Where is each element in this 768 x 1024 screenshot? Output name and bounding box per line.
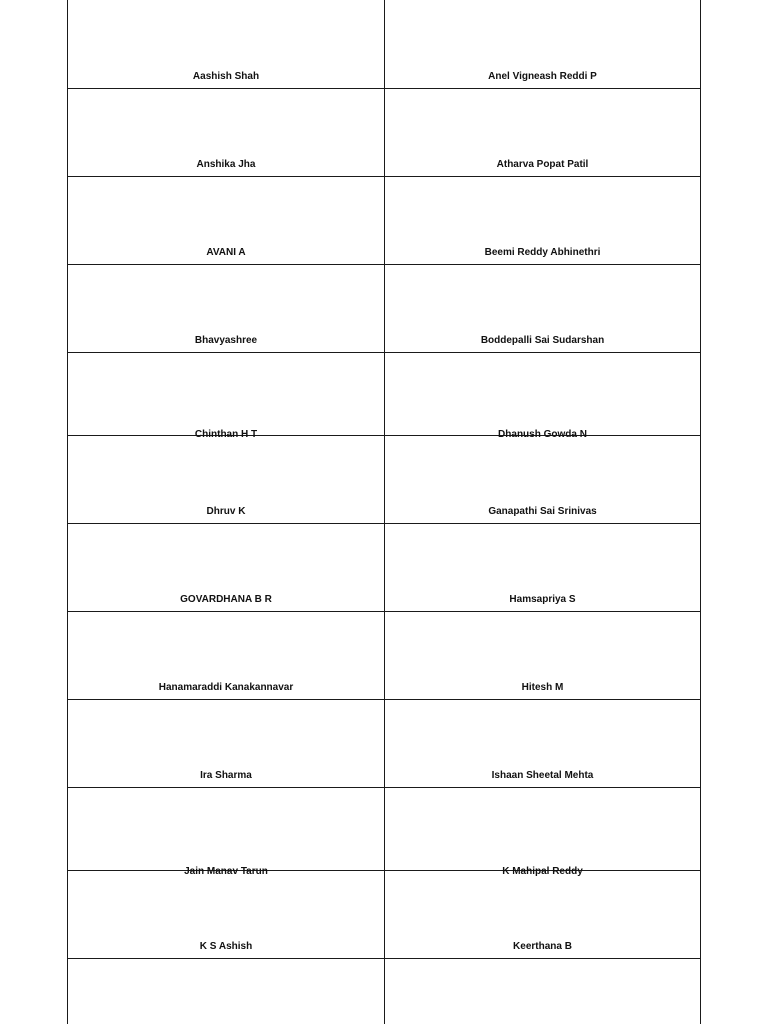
card-row bbox=[68, 353, 700, 440]
name-card bbox=[68, 959, 385, 1024]
name-label: K S Ashish bbox=[199, 941, 253, 952]
name-card bbox=[385, 89, 700, 176]
name-label: Beemi Reddy Abhinethri bbox=[484, 247, 601, 258]
name-card bbox=[68, 700, 385, 787]
card-row bbox=[68, 265, 700, 353]
card-row bbox=[68, 524, 700, 612]
name-label: K Mahipal Reddy bbox=[502, 866, 583, 877]
name-card bbox=[385, 177, 700, 264]
name-card bbox=[68, 265, 385, 352]
name-label: Bhavyashree bbox=[194, 335, 258, 346]
name-label: Anshika Jha bbox=[196, 159, 256, 170]
name-card bbox=[385, 959, 700, 1024]
name-card bbox=[68, 177, 385, 264]
name-card bbox=[385, 871, 700, 958]
card-row bbox=[68, 0, 700, 89]
name-card bbox=[68, 0, 385, 88]
name-label: Ganapathi Sai Srinivas bbox=[488, 506, 597, 517]
name-label: Boddepalli Sai Sudarshan bbox=[480, 335, 605, 346]
name-card bbox=[385, 353, 700, 440]
card-row bbox=[68, 871, 700, 959]
name-card bbox=[385, 612, 700, 699]
name-card bbox=[385, 700, 700, 787]
card-row bbox=[68, 436, 700, 524]
name-label: Dhanush Gowda N bbox=[498, 429, 587, 440]
name-card bbox=[385, 788, 700, 877]
name-label: Chinthan H T bbox=[194, 429, 258, 440]
name-label: Ira Sharma bbox=[200, 770, 252, 781]
card-row bbox=[68, 612, 700, 700]
card-row bbox=[68, 177, 700, 265]
card-row bbox=[68, 959, 700, 1024]
name-label: Hitesh M bbox=[521, 682, 564, 693]
name-label: Aashish Shah bbox=[192, 71, 260, 82]
card-row bbox=[68, 700, 700, 788]
name-label: Anel Vigneash Reddi P bbox=[488, 71, 597, 82]
name-label: Jain Manav Tarun bbox=[184, 866, 268, 877]
name-label: Dhruv K bbox=[206, 506, 246, 517]
name-card-sheet bbox=[67, 0, 701, 1024]
card-row bbox=[68, 788, 700, 877]
name-card bbox=[68, 612, 385, 699]
name-card bbox=[68, 89, 385, 176]
name-label: AVANI A bbox=[206, 247, 246, 258]
name-card bbox=[68, 871, 385, 958]
name-label: Atharva Popat Patil bbox=[496, 159, 589, 170]
name-card bbox=[385, 524, 700, 611]
card-row bbox=[68, 89, 700, 177]
name-card bbox=[68, 524, 385, 611]
name-label: GOVARDHANA B R bbox=[180, 594, 272, 605]
name-card bbox=[385, 436, 700, 523]
name-card bbox=[385, 265, 700, 352]
name-label: Keerthana B bbox=[513, 941, 572, 952]
name-label: Ishaan Sheetal Mehta bbox=[491, 770, 594, 781]
name-label: Hamsapriya S bbox=[509, 594, 576, 605]
name-card bbox=[68, 788, 385, 877]
name-label: Hanamaraddi Kanakannavar bbox=[158, 682, 294, 693]
name-card bbox=[68, 353, 385, 440]
name-card bbox=[385, 0, 700, 88]
name-card bbox=[68, 436, 385, 523]
